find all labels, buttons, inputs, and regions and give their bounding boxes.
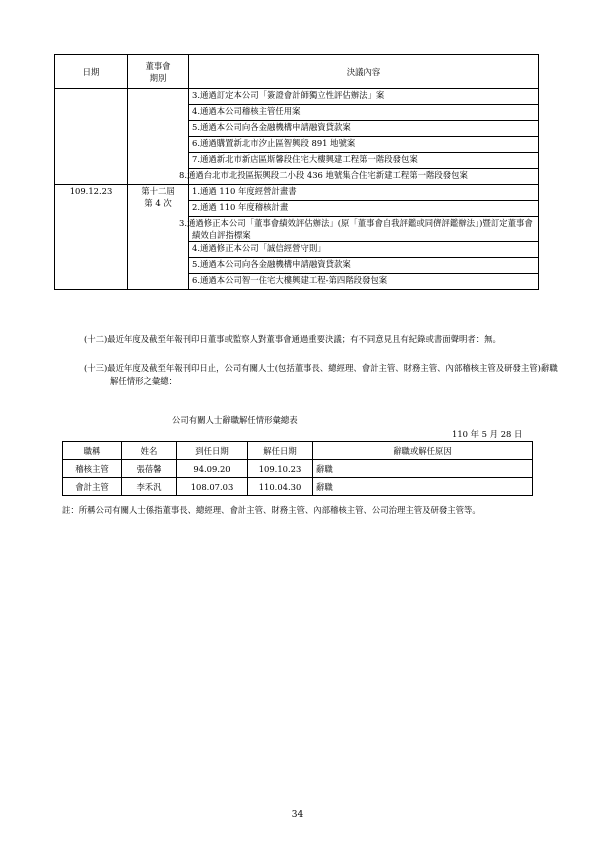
- header-period: 董事會 期別: [128, 55, 189, 89]
- resignation-table-date: 110 年 5 月 28 日: [452, 429, 523, 439]
- resolution-cell: 7.通過新北市新店區斯馨段住宅大樓興建工程第一階段發包案: [189, 153, 539, 169]
- meeting-date-cell: 109.12.23: [55, 185, 128, 290]
- cell-end-date: 110.04.30: [248, 478, 313, 496]
- cell-name: 張蓓馨: [122, 460, 177, 478]
- cell-reason: 辭職: [313, 478, 533, 496]
- date-cell-empty: [55, 89, 128, 185]
- header-title: 職稱: [63, 442, 122, 460]
- header-name: 姓名: [122, 442, 177, 460]
- resolution-cell: 6.通過本公司智一住宅大樓興建工程-第四階段發包案: [189, 274, 539, 290]
- resolution-cell: 4.通過修正本公司「誠信經營守則」: [189, 242, 539, 258]
- cell-title: 會計主管: [63, 478, 122, 496]
- table-row: [55, 89, 539, 105]
- resolution-cell: 6.通過購置新北市汐止區智興段 891 地號案: [189, 137, 539, 153]
- cell-title: 稽核主管: [63, 460, 122, 478]
- resolution-cell: 1.通過 110 年度經營計畫書: [189, 185, 539, 201]
- resignation-table: [62, 441, 533, 496]
- cell-start-date: 108.07.03: [177, 478, 248, 496]
- table-row: [55, 185, 539, 201]
- cell-name: 李禾汎: [122, 478, 177, 496]
- header-start-date: 到任日期: [177, 442, 248, 460]
- resolution-cell: 3.通過訂定本公司「簽證會計師獨立性評估辦法」案: [189, 89, 539, 105]
- meeting-period-cell: 第十二屆 第 4 次: [128, 185, 189, 290]
- resignation-table-title: 公司有關人士辭職解任情形彙總表: [172, 415, 298, 425]
- paragraph-12: (十二)最近年度及截至年報刊印日董事或監察人對董事會通過重要決議；有不同意見且有紀錄或書面聲明者：無。: [84, 334, 501, 344]
- cell-reason: 辭職: [313, 460, 533, 478]
- header-reason: 辭職或解任原因: [313, 442, 533, 460]
- footnote: 註：所稱公司有關人士係指董事長、總經理、會計主管、財務主管、內部稽核主管、公司治理主管及研發主管等。: [62, 505, 481, 515]
- page-number: 34: [291, 810, 304, 820]
- resolution-cell: 5.通過本公司向各金融機構申請融資貸款案: [189, 258, 539, 274]
- table-row: [63, 478, 533, 496]
- board-resolutions-table: [54, 54, 539, 290]
- header-date: 日期: [55, 55, 128, 89]
- resolution-cell: 4.通過本公司稽核主管任用案: [189, 105, 539, 121]
- header-end-date: 解任日期: [248, 442, 313, 460]
- resolution-cell: 5.通過本公司向各金融機構申請融資貸款案: [189, 121, 539, 137]
- resolution-cell: 2.通過 110 年度稽核計畫: [189, 201, 539, 217]
- table-row: [63, 460, 533, 478]
- table-header-row: [55, 55, 539, 89]
- resolution-cell: 8.通過台北市北投區振興段二小段 436 地號集合住宅新建工程第一階段發包案: [189, 169, 539, 185]
- cell-start-date: 94.09.20: [177, 460, 248, 478]
- header-resolutions: 決議內容: [189, 55, 539, 89]
- table-header-row: [63, 442, 533, 460]
- cell-end-date: 109.10.23: [248, 460, 313, 478]
- resolution-cell: 3.通過修正本公司「董事會績效評估辦法」(原「董事會自我評鑑或同儕評鑑辦法」)暨訂定董事會績效自評指標案: [189, 217, 539, 242]
- paragraph-13: (十三)最近年度及截至年報刊印日止，公司有關人士(包括董事長、總經理、會計主管、財務主管、內部稽核主管及研發主管)辭職解任情形之彙總：: [84, 363, 558, 386]
